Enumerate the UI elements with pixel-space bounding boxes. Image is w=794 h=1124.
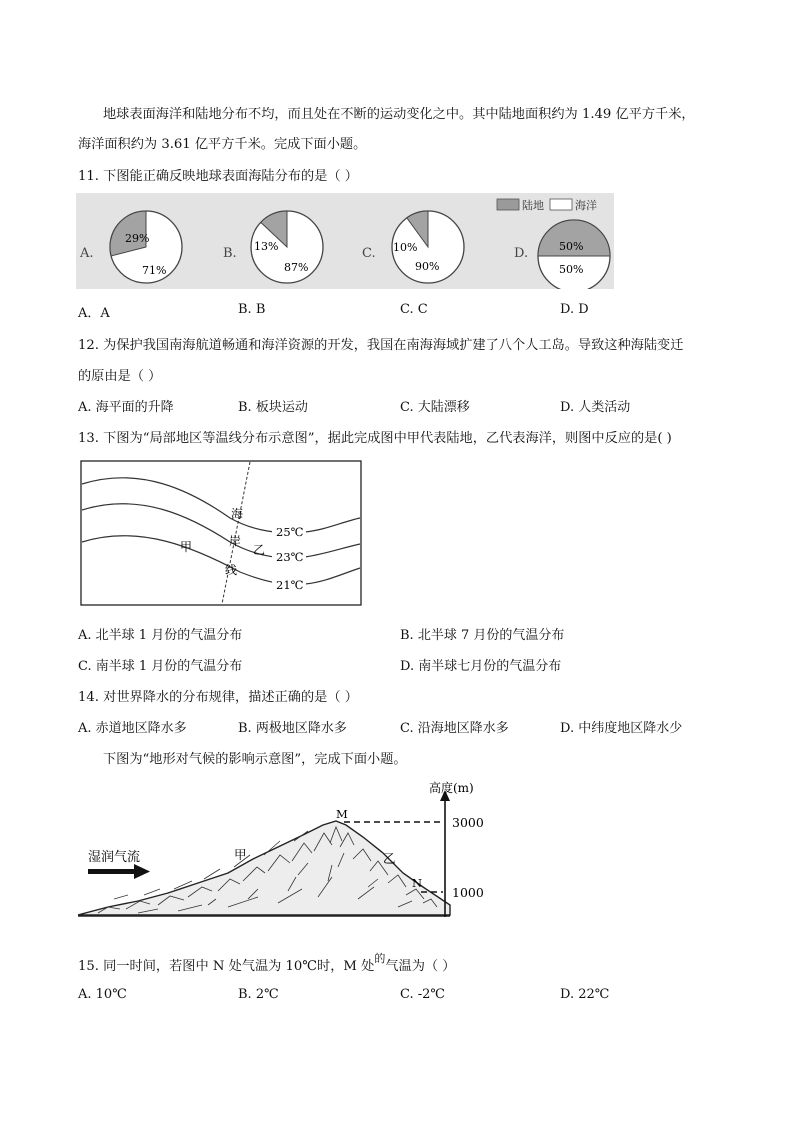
intro-line-2: 海洋面积约为 3.61 亿平方千米。完成下面小题。 <box>78 137 367 152</box>
q15-superscript: 的 <box>374 952 386 965</box>
q12-option-a[interactable]: A. 海平面的升降 <box>78 400 174 415</box>
q13-option-c[interactable]: C. 南半球 1 月份的气温分布 <box>78 659 243 674</box>
q13-option-d[interactable]: D. 南半球七月份的气温分布 <box>400 659 562 674</box>
airflow-label: 湿润气流 <box>88 850 141 865</box>
chart-b-letter: B. <box>223 246 237 261</box>
q12-option-d[interactable]: D. 人类活动 <box>560 400 631 415</box>
legend-ocean-swatch <box>550 199 572 210</box>
label-jia-mountain: 甲 <box>234 847 247 862</box>
pie-c-ocean-label: 90% <box>415 260 440 273</box>
coast-char-3: 线 <box>225 563 238 577</box>
pie-b-land-label: 13% <box>254 240 279 253</box>
pie-d-ocean-label: 50% <box>559 263 584 276</box>
point-m: M <box>336 807 348 821</box>
q13-option-a[interactable]: A. 北半球 1 月份的气温分布 <box>78 628 243 643</box>
q15-option-b[interactable]: B. 2℃ <box>238 987 279 1002</box>
point-n: N <box>412 876 423 890</box>
q14-option-a[interactable]: A. 赤道地区降水多 <box>78 721 187 736</box>
pie-a-ocean-label: 71% <box>142 264 167 277</box>
q14-option-b[interactable]: B. 两极地区降水多 <box>238 721 347 736</box>
q12-stem-line-2: 的原由是（ ） <box>78 369 162 384</box>
chart-d-letter: D. <box>514 246 529 261</box>
airflow-arrow-icon <box>88 864 150 879</box>
label-jia: 甲 <box>180 540 193 554</box>
q15-option-c[interactable]: C. -2℃ <box>400 987 445 1002</box>
q11-option-a[interactable]: A．A <box>78 306 110 321</box>
q12-option-b[interactable]: B. 板块运动 <box>238 400 308 415</box>
q11-stem: 11. 下图能正确反映地球表面海陆分布的是（ ） <box>78 169 358 184</box>
q14-stem: 14. 对世界降水的分布规律，描述正确的是（ ） <box>78 690 358 705</box>
isotherm-25-label: 25℃ <box>276 525 304 539</box>
q11-option-d[interactable]: D. D <box>560 302 589 317</box>
isotherm-23-label: 23℃ <box>276 550 304 564</box>
isotherm-figure <box>80 460 362 606</box>
legend-land-swatch <box>497 199 519 210</box>
isotherm-21-label: 21℃ <box>276 578 304 592</box>
label-yi: 乙 <box>253 543 266 557</box>
chart-a-letter: A. <box>80 246 94 261</box>
mountain-silhouette <box>78 821 450 915</box>
legend-ocean-label: 海洋 <box>575 199 597 212</box>
q11-option-b[interactable]: B. B <box>238 302 266 317</box>
q15-stem <box>78 952 456 974</box>
q15-option-d[interactable]: D. 22℃ <box>560 987 610 1002</box>
tick-1000: 1000 <box>452 885 484 900</box>
pie-a-land-label: 29% <box>125 232 150 245</box>
q14-option-c[interactable]: C. 沿海地区降水多 <box>400 721 509 736</box>
q11-option-c[interactable]: C. C <box>400 302 428 317</box>
pie-c-land-label: 10% <box>393 241 418 254</box>
legend-land-label: 陆地 <box>522 199 544 212</box>
pie-b-ocean-label: 87% <box>284 261 309 274</box>
pie-d-land-label: 50% <box>559 240 584 253</box>
q13-option-b[interactable]: B. 北半球 7 月份的气温分布 <box>400 628 565 643</box>
coast-char-2: 岸 <box>229 534 242 548</box>
coast-char-1: 海 <box>231 507 244 521</box>
q13-stem: 13. 下图为“局部地区等温线分布示意图”，据此完成图中甲代表陆地，乙代表海洋，则图中反应的是( ) <box>78 431 672 446</box>
q12-option-c[interactable]: C. 大陆漂移 <box>400 400 470 415</box>
q14-option-d[interactable]: D. 中纬度地区降水少 <box>560 721 683 736</box>
q15-stem-b: 气温为（ ） <box>385 959 456 974</box>
label-yi-mountain: 乙 <box>383 851 396 866</box>
q15-stem-a: 15. 同一时间，若图中 N 处气温为 10℃时，M 处 <box>78 959 375 974</box>
mountain-figure <box>78 775 494 927</box>
intro2: 下图为“地形对气候的影响示意图”，完成下面小题。 <box>103 752 407 767</box>
intro-line-1: 地球表面海洋和陆地分布不均，而且处在不断的运动变化之中。其中陆地面积约为 1.49 亿平方千米， <box>103 107 695 122</box>
axis-label: 高度(m) <box>429 781 474 795</box>
chart-c-letter: C. <box>362 246 376 261</box>
tick-3000: 3000 <box>452 815 484 830</box>
q15-option-a[interactable]: A. 10℃ <box>78 987 127 1002</box>
q12-stem-line-1: 12. 为保护我国南海航道畅通和海洋资源的开发，我国在南海海域扩建了八个人工岛。导致这种海陆变迁 <box>78 338 684 353</box>
q11-pie-figure <box>76 193 614 289</box>
